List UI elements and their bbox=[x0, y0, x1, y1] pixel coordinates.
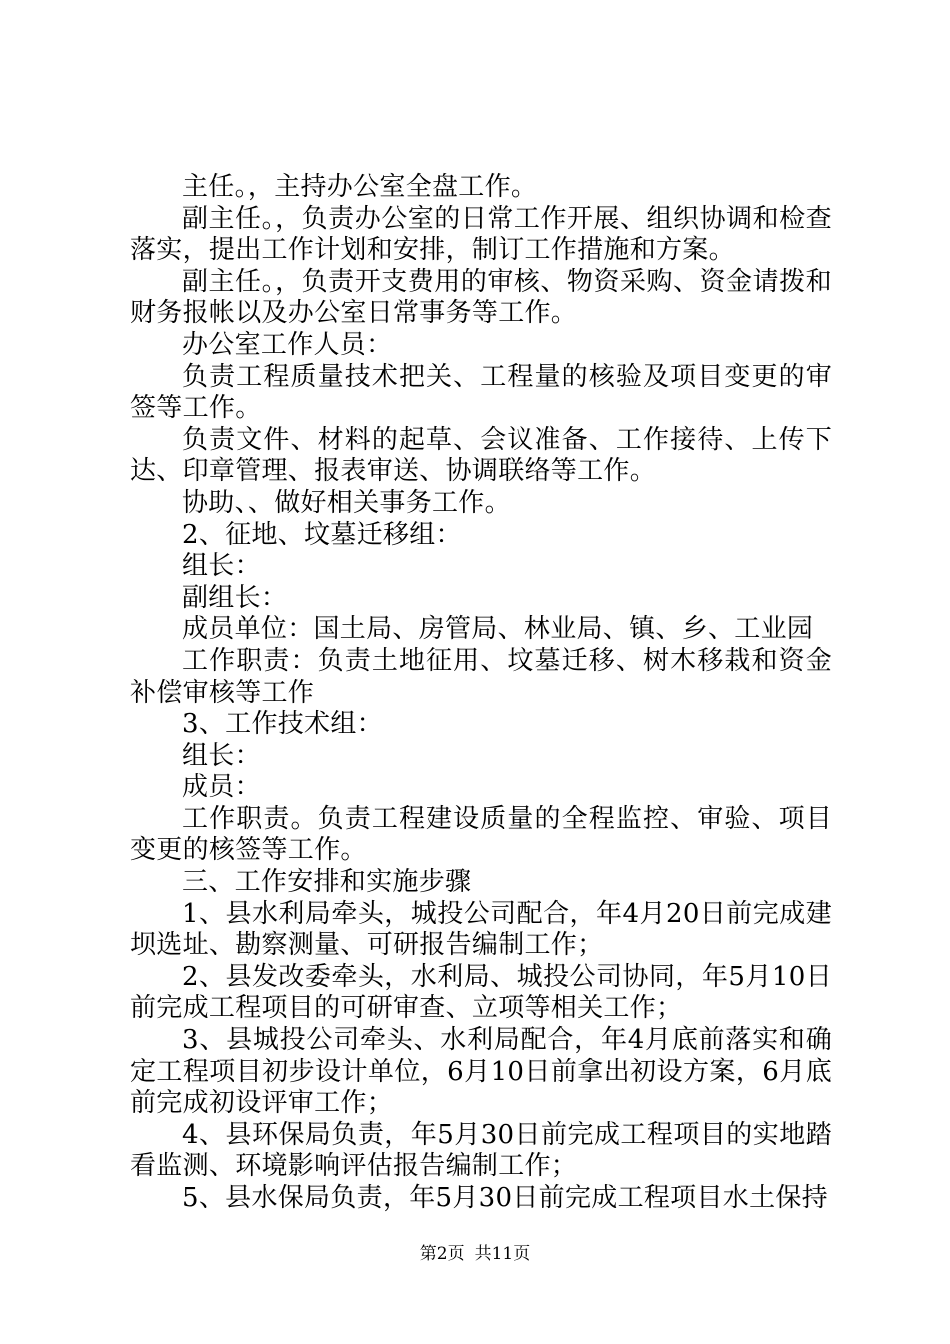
paragraph: 副主任。，负责办公室的日常工作开展、组织协调和检查落实，提出工作计划和安排，制订工作措施和方案。 bbox=[130, 203, 832, 266]
paragraph: 2、县发改委牵头，水利局、城投公司协同，年5月10日前完成工程项目的可研审查、立项等相关工作； bbox=[130, 961, 832, 1024]
paragraph: 负责工程质量技术把关、工程量的核验及项目变更的审签等工作。 bbox=[130, 361, 832, 424]
section-heading: 三、工作安排和实施步骤 bbox=[182, 867, 472, 898]
paragraph: 1、县水利局牵头，城投公司配合，年4月20日前完成建坝选址、勘察测量、可研报告编制工作； bbox=[130, 898, 832, 961]
paragraph: 5、县水保局负责，年5月30日前完成工程项目水土保持 bbox=[182, 1183, 828, 1213]
paragraph: 协助、、做好相关事务工作。 bbox=[182, 487, 511, 518]
section-heading: 2、征地、坟墓迁移组： bbox=[182, 519, 462, 550]
paragraph: 副主任。，负责开支费用的审核、物资采购、资金请拨和财务报帐以及办公室日常事务等工作。 bbox=[130, 266, 832, 329]
paragraph: 负责文件、材料的起草、会议准备、工作接待、上传下达、印章管理、报表审送、协调联络等工作。 bbox=[130, 424, 832, 487]
paragraph: 3、县城投公司牵头、水利局配合，年4月底前落实和确定工程项目初步设计单位，6月10日前拿出初设方案，6月底前完成初设评审工作； bbox=[130, 1025, 832, 1119]
section-heading: 3、工作技术组： bbox=[182, 709, 383, 740]
paragraph: 组长： bbox=[182, 740, 261, 771]
document-body bbox=[130, 172, 832, 1215]
paragraph: 办公室工作人员： bbox=[182, 329, 393, 360]
paragraph: 主任。，主持办公室全盘工作。 bbox=[182, 172, 538, 202]
paragraph: 4、县环保局负责，年5月30日前完成工程项目的实地踏看监测、环境影响评估报告编制工作； bbox=[130, 1119, 832, 1182]
page-total: 共11页 bbox=[474, 1244, 531, 1264]
page-number: 第2页 bbox=[419, 1244, 465, 1264]
paragraph: 成员单位：国土局、房管局、林业局、镇、乡、工业园 bbox=[182, 614, 814, 645]
paragraph: 工作职责：负责土地征用、坟墓迁移、树木移栽和资金补偿审核等工作 bbox=[130, 645, 832, 708]
paragraph: 组长： bbox=[182, 551, 261, 582]
page-footer bbox=[0, 1243, 950, 1265]
paragraph: 副组长： bbox=[182, 582, 288, 613]
paragraph: 成员： bbox=[182, 772, 261, 803]
paragraph: 工作职责。负责工程建设质量的全程监控、审验、项目变更的核签等工作。 bbox=[130, 803, 832, 866]
